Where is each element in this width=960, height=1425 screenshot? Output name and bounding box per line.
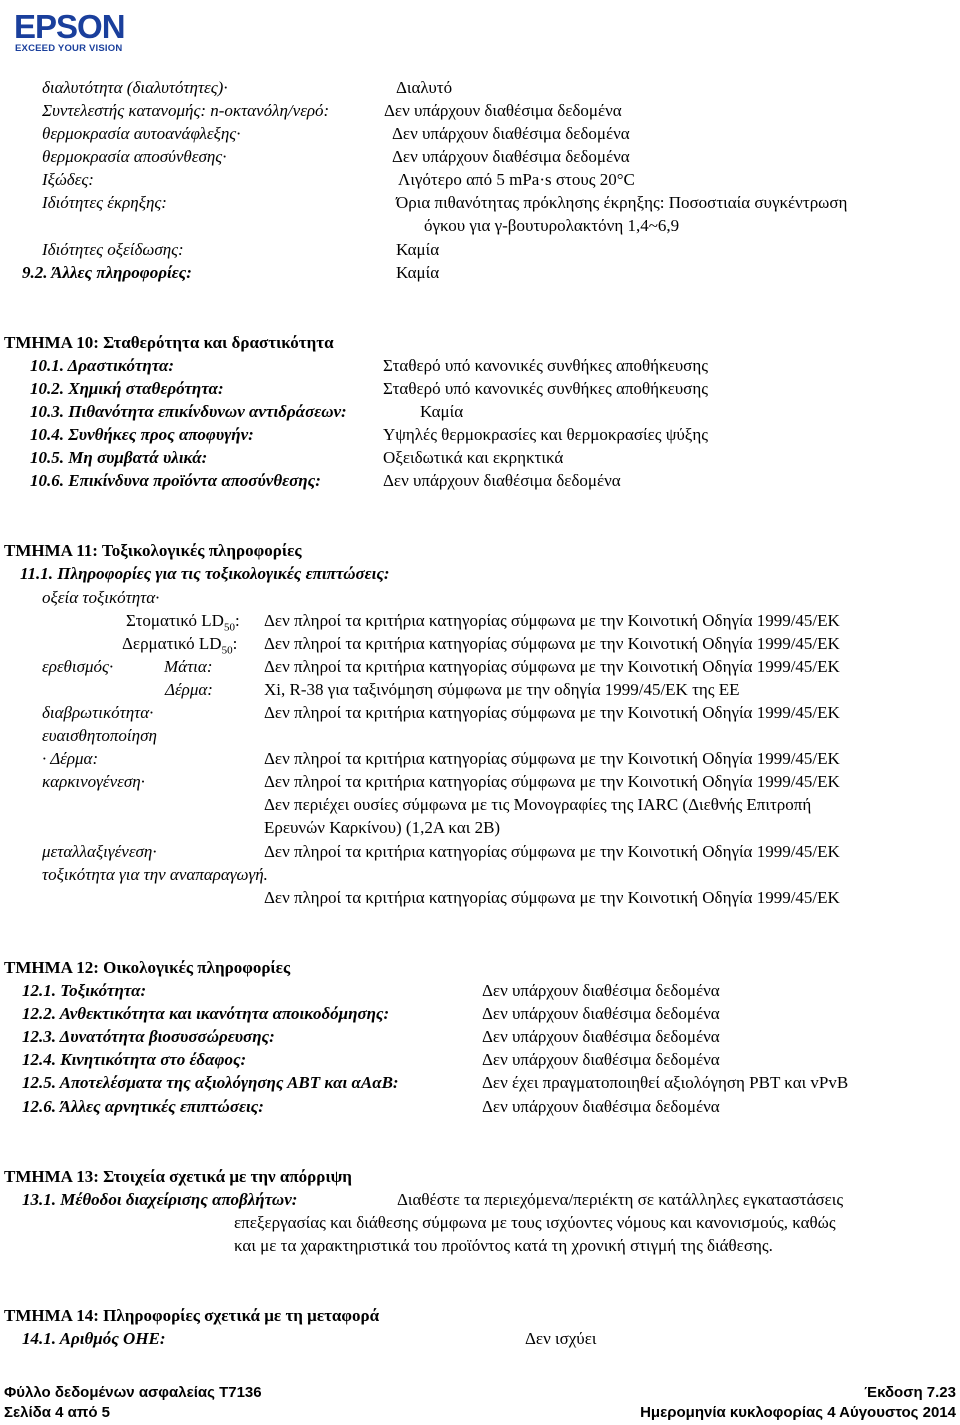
prop-label: θερμοκρασία αποσύνθεσης· <box>42 147 227 166</box>
carcinogenicity-label: καρκινογένεση· <box>42 772 145 791</box>
criteria-value: Δεν πληροί τα κριτήρια κατηγορίας σύμφωνα με την Κοινοτική Οδηγία 1999/45/EK <box>264 634 840 653</box>
iarc-note-line2: Ερευνών Καρκίνου) (1,2A και 2B) <box>264 818 501 837</box>
sub-heading: 11.1. Πληροφορίες για τις τοξικολογικές επιπτώσεις: <box>20 564 390 583</box>
prop-value: Δεν υπάρχουν διαθέσιμα δεδομένα <box>392 147 630 166</box>
prop-label: Ιδιότητες οξείδωσης: <box>42 240 184 259</box>
disposal-text-line: και με τα χαρακτηριστικά του προϊόντος κατά τη χρονική στιγμή της διάθεσης. <box>234 1236 773 1255</box>
criteria-value: Δεν πληροί τα κριτήρια κατηγορίας σύμφωνα με την Κοινοτική Οδηγία 1999/45/EK <box>264 703 840 722</box>
item-label: 10.5. Μη συμβατά υλικά: <box>30 448 208 467</box>
iarc-note-line1: Δεν περιέχει ουσίες σύμφωνα με τις Μονογραφίες της IARC (Διεθνής Επιτροπή <box>264 795 812 814</box>
prop-value: Διαλυτό <box>396 78 453 97</box>
prop-value: Καμία <box>396 263 440 282</box>
item-label: 12.5. Αποτελέσματα της αξιολόγησης ΑΒΤ και αΑαΒ: <box>22 1073 399 1092</box>
prop-value: Καμία <box>396 240 440 259</box>
prop-value: Όρια πιθανότητας πρόκλησης έκρηξης: Ποσοστιαία συγκέντρωση <box>396 193 848 212</box>
disposal-text-line: Διαθέστε τα περιεχόμενα/περιέκτη σε κατάλληλες εγκαταστάσεις <box>397 1190 844 1209</box>
oral-ld50-label: Στοματικό $LD_{50}$: <box>126 611 240 634</box>
item-value: Οξειδωτικά και εκρηκτικά <box>383 448 564 467</box>
section-heading: ΤΜΗΜΑ 10: Σταθερότητα και δραστικότητα <box>4 333 334 352</box>
footer-date: Ημερομηνία κυκλοφορίας 4 Αύγουστος 2014 <box>640 1404 956 1421</box>
skin-label: Δέρμα: <box>165 680 213 699</box>
mutagenicity-label: μεταλλαξιγένεση· <box>42 842 157 861</box>
prop-value-continued: όγκου για γ-βουτυρολακτόνη 1,4~6,9 <box>424 216 680 235</box>
item-label: 10.4. Συνθήκες προς αποφυγήν: <box>30 425 254 444</box>
section-heading: ΤΜΗΜΑ 13: Στοιχεία σχετικά με την απόρριψη <box>4 1167 352 1186</box>
item-value: Δεν υπάρχουν διαθέσιμα δεδομένα <box>482 1050 720 1069</box>
irritation-label: ερεθισμός· <box>42 657 114 676</box>
reproductive-toxicity-label: τοξικότητα για την αναπαραγωγή. <box>42 865 268 884</box>
sensitisation-skin-label: · Δέρμα: <box>42 749 99 768</box>
eyes-label: Μάτια: <box>164 657 213 676</box>
item-label: 12.2. Ανθεκτικότητα και ικανότητα αποικοδόμησης: <box>22 1004 390 1023</box>
item-label: 10.2. Χημική σταθερότητα: <box>30 379 224 398</box>
prop-value: Δεν υπάρχουν διαθέσιμα δεδομένα <box>392 124 630 143</box>
prop-label: Ιδιότητες έκρηξης: <box>42 193 167 212</box>
item-value: Δεν υπάρχουν διαθέσιμα δεδομένα <box>482 1004 720 1023</box>
item-label: 12.3. Δυνατότητα βιοσυσσώρευσης: <box>22 1027 275 1046</box>
prop-value: Λιγότερο από 5 mPa·s στους 20°C <box>398 170 635 189</box>
criteria-value: Δεν πληροί τα κριτήρια κατηγορίας σύμφωνα με την Κοινοτική Οδηγία 1999/45/EK <box>264 842 840 861</box>
section-heading: ΤΜΗΜΑ 12: Οικολογικές πληροφορίες <box>4 958 291 977</box>
item-value: Δεν έχει πραγματοποιηθεί αξιολόγηση PBT και vPvB <box>482 1073 849 1092</box>
item-label: 10.3. Πιθανότητα επικίνδυνων αντιδράσεων: <box>30 402 347 421</box>
disposal-text-line: επεξεργασίας και διάθεσης σύμφωνα με τους ισχύοντες νόμους και κανονισμούς, καθώς <box>234 1213 836 1232</box>
item-value: Δεν υπάρχουν διαθέσιμα δεδομένα <box>482 981 720 1000</box>
criteria-value: Δεν πληροί τα κριτήρια κατηγορίας σύμφωνα με την Κοινοτική Οδηγία 1999/45/EK <box>264 611 840 630</box>
prop-label: θερμοκρασία αυτοανάφλεξης· <box>42 124 241 143</box>
footer-sheet-title: Φύλλο δεδομένων ασφαλείας T7136 <box>4 1384 262 1401</box>
item-value: Δεν υπάρχουν διαθέσιμα δεδομένα <box>383 471 621 490</box>
prop-label: Ιξώδες: <box>42 170 94 189</box>
item-label: 10.1. Δραστικότητα: <box>30 356 175 375</box>
item-label: 13.1. Μέθοδοι διαχείρισης αποβλήτων: <box>22 1190 298 1209</box>
skin-irritation-value: Xi, R-38 για ταξινόμηση σύμφωνα με την οδηγία 1999/45/EK της EE <box>264 680 740 699</box>
prop-label: Συντελεστής κατανομής: n-οκτανόλη/νερό: <box>42 101 330 120</box>
item-value: Σταθερό υπό κανονικές συνθήκες αποθήκευσης <box>383 379 708 398</box>
item-value: Δεν υπάρχουν διαθέσιμα δεδομένα <box>482 1097 720 1116</box>
item-label: 12.1. Τοξικότητα: <box>22 981 147 1000</box>
epson-logo <box>14 10 134 54</box>
footer-page-number: Σελίδα 4 από 5 <box>4 1404 111 1421</box>
logo-wordmark: EPSON <box>14 8 125 45</box>
sensitisation-label: ευαισθητοποίηση <box>42 726 157 745</box>
item-label: 12.6. Άλλες αρνητικές επιπτώσεις: <box>22 1097 264 1116</box>
prop-value: Δεν υπάρχουν διαθέσιμα δεδομένα <box>384 101 622 120</box>
footer-edition: Έκδοση 7.23 <box>864 1384 956 1401</box>
item-value: Δεν ισχύει <box>525 1329 597 1348</box>
item-value: Καμία <box>420 402 464 421</box>
item-label: 10.6. Επικίνδυνα προϊόντα αποσύνθεσης: <box>30 471 321 490</box>
criteria-value: Δεν πληροί τα κριτήρια κατηγορίας σύμφωνα με την Κοινοτική Οδηγία 1999/45/EK <box>264 772 840 791</box>
criteria-value: Δεν πληροί τα κριτήρια κατηγορίας σύμφωνα με την Κοινοτική Οδηγία 1999/45/EK <box>264 749 840 768</box>
item-label: 14.1. Αριθμός ΟΗΕ: <box>22 1329 166 1348</box>
item-label: 12.4. Κινητικότητα στο έδαφος: <box>22 1050 247 1069</box>
section-heading: ΤΜΗΜΑ 14: Πληροφορίες σχετικά με τη μεταφορά <box>4 1306 380 1325</box>
corrosivity-label: διαβρωτικότητα· <box>42 703 154 722</box>
section-heading: ΤΜΗΜΑ 11: Τοξικολογικές πληροφορίες <box>4 541 302 560</box>
criteria-value: Δεν πληροί τα κριτήρια κατηγορίας σύμφωνα με την Κοινοτική Οδηγία 1999/45/EK <box>264 888 840 907</box>
logo-tagline: EXCEED YOUR VISION <box>15 43 123 54</box>
item-value: Υψηλές θερμοκρασίες και θερμοκρασίες ψύξης <box>383 425 708 444</box>
prop-label: διαλυτότητα (διαλυτότητες)· <box>42 78 228 97</box>
dermal-ld50-label: Δερματικό $LD_{50}$: <box>122 634 238 657</box>
prop-label: 9.2. Άλλες πληροφορίες: <box>22 263 192 282</box>
criteria-value: Δεν πληροί τα κριτήρια κατηγορίας σύμφωνα με την Κοινοτική Οδηγία 1999/45/EK <box>264 657 840 676</box>
item-value: Σταθερό υπό κανονικές συνθήκες αποθήκευσης <box>383 356 708 375</box>
acute-toxicity-label: οξεία τοξικότητα· <box>42 588 160 607</box>
item-value: Δεν υπάρχουν διαθέσιμα δεδομένα <box>482 1027 720 1046</box>
